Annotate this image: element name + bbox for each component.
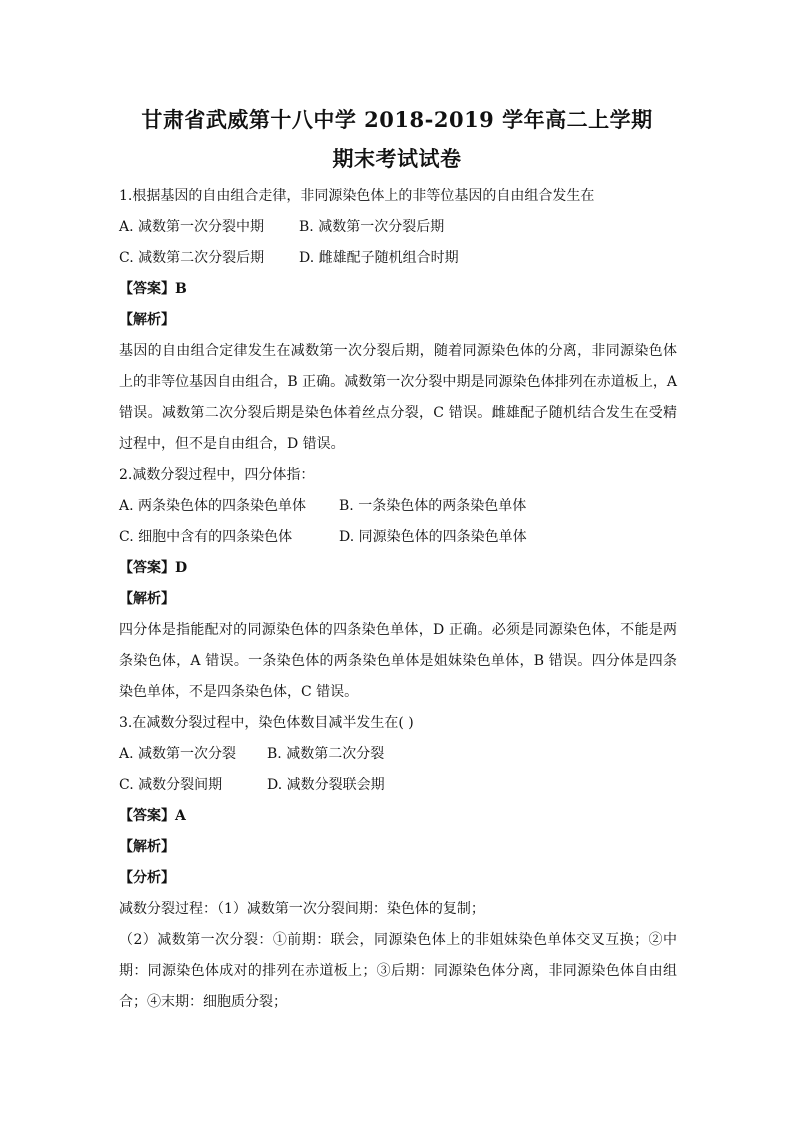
question-3-process-detail: （2）减数第一次分裂：①前期：联会，同源染色体上的非姐妹染色单体交叉互换；②中期：同源染色体成对的排列在赤道板上；③后期：同源染色体分离，非同源染色体自由组合；④末期：细胞质分裂； — [119, 932, 677, 1010]
question-1-analysis-label: 【解析】 — [119, 312, 175, 328]
question-1-answer: 【答案】B — [119, 281, 187, 297]
question-3-options-row-2 — [119, 770, 679, 801]
question-3-answer: 【答案】A — [119, 808, 186, 824]
page-title: 甘肃省武威第十八中学 2018-2019 学年高二上学期 — [141, 107, 653, 132]
question-2-analysis: 四分体是指能配对的同源染色体的四条染色单体，D 正确。必须是同源染色体，不能是两条染色体，A 错误。一条染色体的两条染色单体是姐妹染色单体，B 错误。四分体是四条染色单体，不是四条染色体，C 错误。 — [119, 622, 677, 700]
question-1-options-row-2 — [119, 243, 679, 274]
question-2-options-row-1 — [119, 491, 679, 522]
question-2-options-row-2 — [119, 522, 679, 553]
question-1-option-a: A. 减数第一次分裂中期 — [119, 219, 265, 235]
question-3-option-a: A. 减数第一次分裂 — [119, 746, 237, 762]
question-3-fenxi-label: 【分析】 — [119, 870, 175, 886]
question-2-option-a: A. 两条染色体的四条染色单体 — [119, 498, 307, 514]
question-2-option-b: B. 一条染色体的两条染色单体 — [339, 498, 527, 514]
question-2-stem: 2.减数分裂过程中，四分体指： — [119, 467, 315, 483]
question-3-analysis-label: 【解析】 — [119, 839, 175, 855]
question-1-analysis: 基因的自由组合定律发生在减数第一次分裂后期，随着同源染色体的分离，非同源染色体上的非等位基因自由组合，B 正确。减数第一次分裂中期是同源染色体排列在赤道板上，A 错误。减数第二次分裂后期是染色体着丝点分裂，C 错误。雌雄配子随机结合发生在受精过程中，但不是自由组合，D 错误。 — [119, 343, 677, 452]
page-subtitle: 期末考试试卷 — [332, 146, 462, 171]
question-1-stem: 1.根据基因的自由组合走律，非同源染色体上的非等位基因的自由组合发生在 — [119, 188, 595, 204]
question-3-option-c: C. 减数分裂间期 — [119, 777, 223, 793]
question-2-analysis-label: 【解析】 — [119, 591, 175, 607]
question-1-option-d: D. 雌雄配子随机组合时期 — [299, 250, 459, 266]
question-1-option-c: C. 减数第二次分裂后期 — [119, 250, 265, 266]
question-3-process-line: 减数分裂过程：（1）减数第一次分裂间期：染色体的复制； — [119, 901, 485, 917]
question-2-option-c: C. 细胞中含有的四条染色体 — [119, 529, 293, 545]
question-3-options-row-1 — [119, 739, 679, 770]
question-2-answer: 【答案】D — [119, 560, 188, 576]
question-3-option-d: D. 减数分裂联会期 — [267, 777, 385, 793]
document-body — [119, 181, 679, 1018]
question-1-option-b: B. 减数第一次分裂后期 — [299, 219, 445, 235]
question-3-option-b: B. 减数第二次分裂 — [267, 746, 385, 762]
question-1-options-row-1 — [119, 212, 679, 243]
question-3-stem: 3.在减数分裂过程中，染色体数目减半发生在( ) — [119, 715, 414, 731]
question-2-option-d: D. 同源染色体的四条染色单体 — [339, 529, 527, 545]
